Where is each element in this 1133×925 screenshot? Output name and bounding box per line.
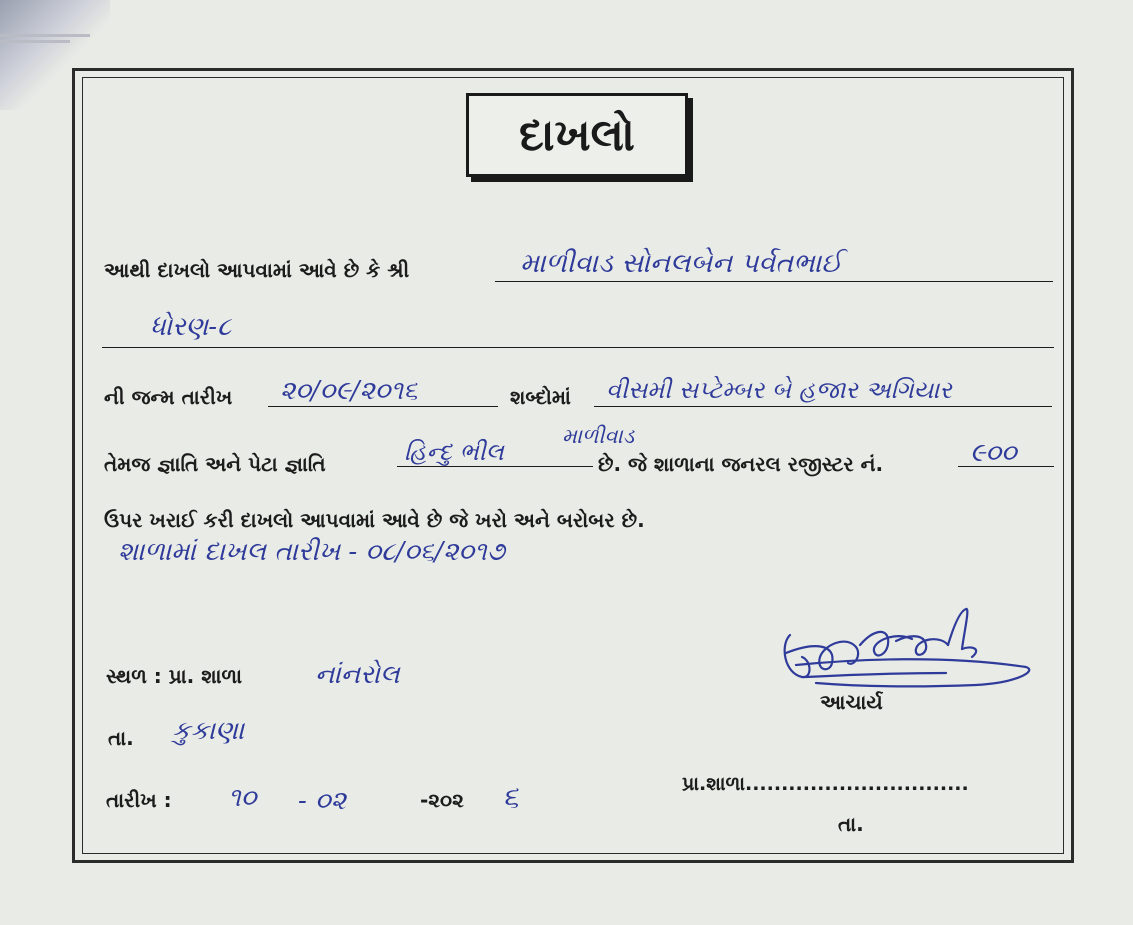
caste-value: હિન્દુ ભીલ <box>404 438 504 466</box>
date-month: - ૦૨ <box>298 786 346 816</box>
school-label: પ્રા.શાળા............................... <box>682 773 969 795</box>
subcaste-value: માળીવાડ <box>562 424 635 448</box>
dob-value: ૨૦/૦૯/૨૦૧૬ <box>280 376 418 406</box>
closing-text: ઉપર ખરાઈ કરી દાખલો આપવામાં આવે છે જે ખરો અને બરોબર છે. <box>104 508 645 532</box>
principal-label: આચાર્ય <box>820 690 883 714</box>
place-value: નાંનરોલ <box>315 660 400 690</box>
date-label: તારીખ : <box>106 788 172 812</box>
intro-text: આથી દાખલો આપવામાં આવે છે કે શ્રી <box>104 258 410 282</box>
standard-value: ધોરણ-૮ <box>150 312 232 342</box>
date-day: ૧૦ <box>228 783 257 813</box>
dob-label: ની જન્મ તારીખ <box>104 385 233 409</box>
caste-label: તેમજ જ્ઞાતિ અને પેટા જ્ઞાતિ <box>104 452 326 476</box>
continuation-line <box>102 347 1054 348</box>
student-name: માળીવાડ સોનલબેન પર્વતભાઈ <box>520 248 843 279</box>
principal-signature <box>776 605 1038 700</box>
dob-words-line <box>594 406 1052 407</box>
place-label: સ્થળ : પ્રા. શાળા <box>106 664 243 688</box>
date-year-hand: ૬ <box>502 780 519 815</box>
taluka-value: કુકાણા <box>172 716 245 746</box>
school-taluka-label: તા. <box>838 812 864 836</box>
taluka-label: તા. <box>108 726 134 750</box>
caste-line <box>397 466 593 467</box>
certificate-title: દાખલો <box>466 93 688 177</box>
register-label: છે. જે શાળાના જનરલ રજીસ્ટર નં. <box>598 452 884 476</box>
paper-edge-line <box>0 34 90 37</box>
name-line <box>495 281 1053 282</box>
dob-in-words: વીસમી સપ્ટેમ્બર બે હજાર અગિયાર <box>606 376 952 404</box>
register-number: ૯૦૦ <box>970 438 1017 468</box>
in-words-label: શબ્દોમાં <box>510 385 571 409</box>
admission-note: શાળામાં દાખલ તારીખ - ૦૮/૦૬/૨૦૧૭ <box>118 537 505 567</box>
paper-edge-line <box>0 40 70 43</box>
date-year-prefix: -૨૦૨ <box>420 788 464 812</box>
